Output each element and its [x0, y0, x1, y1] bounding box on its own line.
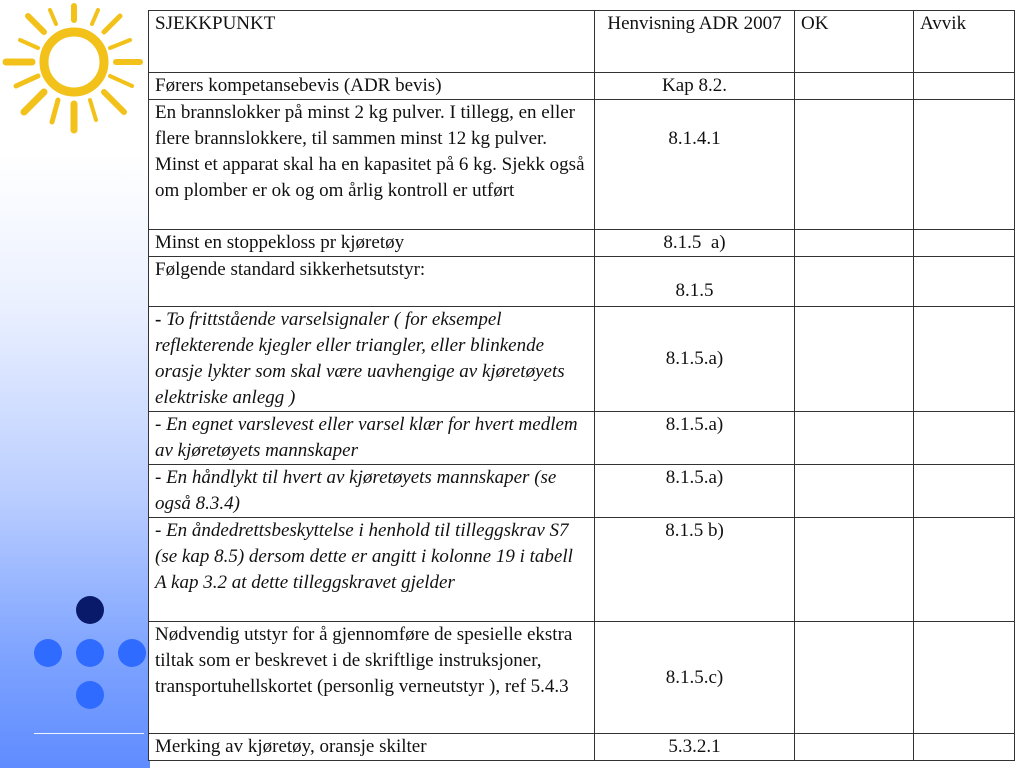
checkpoint-text: Minst en stoppekloss pr kjøretøy: [149, 230, 595, 257]
header-row: [149, 11, 1015, 73]
header-deviation: Avvik: [914, 11, 1015, 73]
checkpoint-text-body: To frittstående varselsignaler ( for eksempel reflekterende kjegler eller triangler, eller blinkende orasje lykter som skal være uavhengige av kjøretøyets elektriske anlegg ): [155, 309, 565, 408]
deviation-cell[interactable]: [914, 230, 1015, 257]
header-ok: OK: [795, 11, 914, 73]
table-row: [149, 518, 1015, 622]
reference-cell: 8.1.5.a): [595, 465, 795, 518]
reference-cell: Kap 8.2.: [595, 73, 795, 100]
reference-cell: 5.3.2.1: [595, 734, 795, 761]
ok-cell[interactable]: [795, 518, 914, 622]
reference-cell: 8.1.5 b): [595, 518, 795, 622]
table-row: [149, 257, 1015, 307]
table-row: [149, 412, 1015, 465]
ok-cell[interactable]: [795, 230, 914, 257]
checkpoint-text: - En egnet varslevest eller varsel klær for hvert medlem av kjøretøyets mannskaper: [149, 412, 595, 465]
deviation-cell[interactable]: [914, 100, 1015, 230]
reference-cell: 8.1.4.1: [595, 100, 795, 230]
reference-cell: 8.1.5.a): [595, 412, 795, 465]
deviation-cell[interactable]: [914, 518, 1015, 622]
ok-cell[interactable]: [795, 73, 914, 100]
checkpoint-text: Merking av kjøretøy, oransje skilter: [149, 734, 595, 761]
sun-logo-icon: [0, 0, 150, 150]
reference-cell: 8.1.5.c): [595, 622, 795, 734]
blue-dot-bottom: [76, 681, 104, 709]
table-row: [149, 734, 1015, 761]
checkpoint-text: [149, 307, 595, 412]
ok-cell[interactable]: [795, 622, 914, 734]
deviation-cell[interactable]: [914, 73, 1015, 100]
table-row: [149, 622, 1015, 734]
header-checkpoint: SJEKKPUNKT: [149, 11, 595, 73]
reference-cell: 8.1.5.a): [595, 307, 795, 412]
ok-cell[interactable]: [795, 465, 914, 518]
ok-cell[interactable]: [795, 307, 914, 412]
checklist-table: [148, 10, 1015, 761]
ok-cell[interactable]: [795, 412, 914, 465]
checkpoint-text: En brannslokker på minst 2 kg pulver. I tillegg, en eller flere brannslokkere, til sammen minst 12 kg pulver. Minst et apparat skal ha en kapasitet på 6 kg. Sjekk også om plomber er ok og om årlig kontroll er utført: [149, 100, 595, 230]
table-row: [149, 465, 1015, 518]
footer-divider: [34, 733, 144, 734]
ok-cell[interactable]: [795, 100, 914, 230]
blue-dot-center: [76, 639, 104, 667]
table-row: [149, 307, 1015, 412]
deviation-cell[interactable]: [914, 465, 1015, 518]
checkpoint-text: Følgende standard sikkerhetsutstyr:: [149, 257, 595, 307]
deviation-cell[interactable]: [914, 307, 1015, 412]
navy-dot-top: [76, 596, 104, 624]
checkpoint-text: - En åndedrettsbeskyttelse i henhold til tilleggskrav S7 (se kap 8.5) dersom dette er angitt i kolonne 19 i tabell A kap 3.2 at dette tilleggskravet gjelder: [149, 518, 595, 622]
deviation-cell[interactable]: [914, 734, 1015, 761]
checkpoint-text: Førers kompetansebevis (ADR bevis): [149, 73, 595, 100]
table-row: [149, 73, 1015, 100]
blue-dot-left: [34, 639, 62, 667]
reference-cell: 8.1.5 a): [595, 230, 795, 257]
reference-cell: 8.1.5: [595, 257, 795, 307]
ok-cell[interactable]: [795, 257, 914, 307]
table-row: [149, 100, 1015, 230]
deviation-cell[interactable]: [914, 257, 1015, 307]
bullet-dash: -: [155, 309, 162, 330]
checkpoint-text: - En håndlykt til hvert av kjøretøyets mannskaper (se også 8.3.4): [149, 465, 595, 518]
ok-cell[interactable]: [795, 734, 914, 761]
table-row: [149, 230, 1015, 257]
checkpoint-text: Nødvendig utstyr for å gjennomføre de spesielle ekstra tiltak som er beskrevet i de skriftlige instruksjoner, transportuhellskortet (personlig verneutstyr ), ref 5.4.3: [149, 622, 595, 734]
blue-dot-right: [118, 639, 146, 667]
deviation-cell[interactable]: [914, 622, 1015, 734]
header-reference: Henvisning ADR 2007: [595, 11, 795, 73]
deviation-cell[interactable]: [914, 412, 1015, 465]
